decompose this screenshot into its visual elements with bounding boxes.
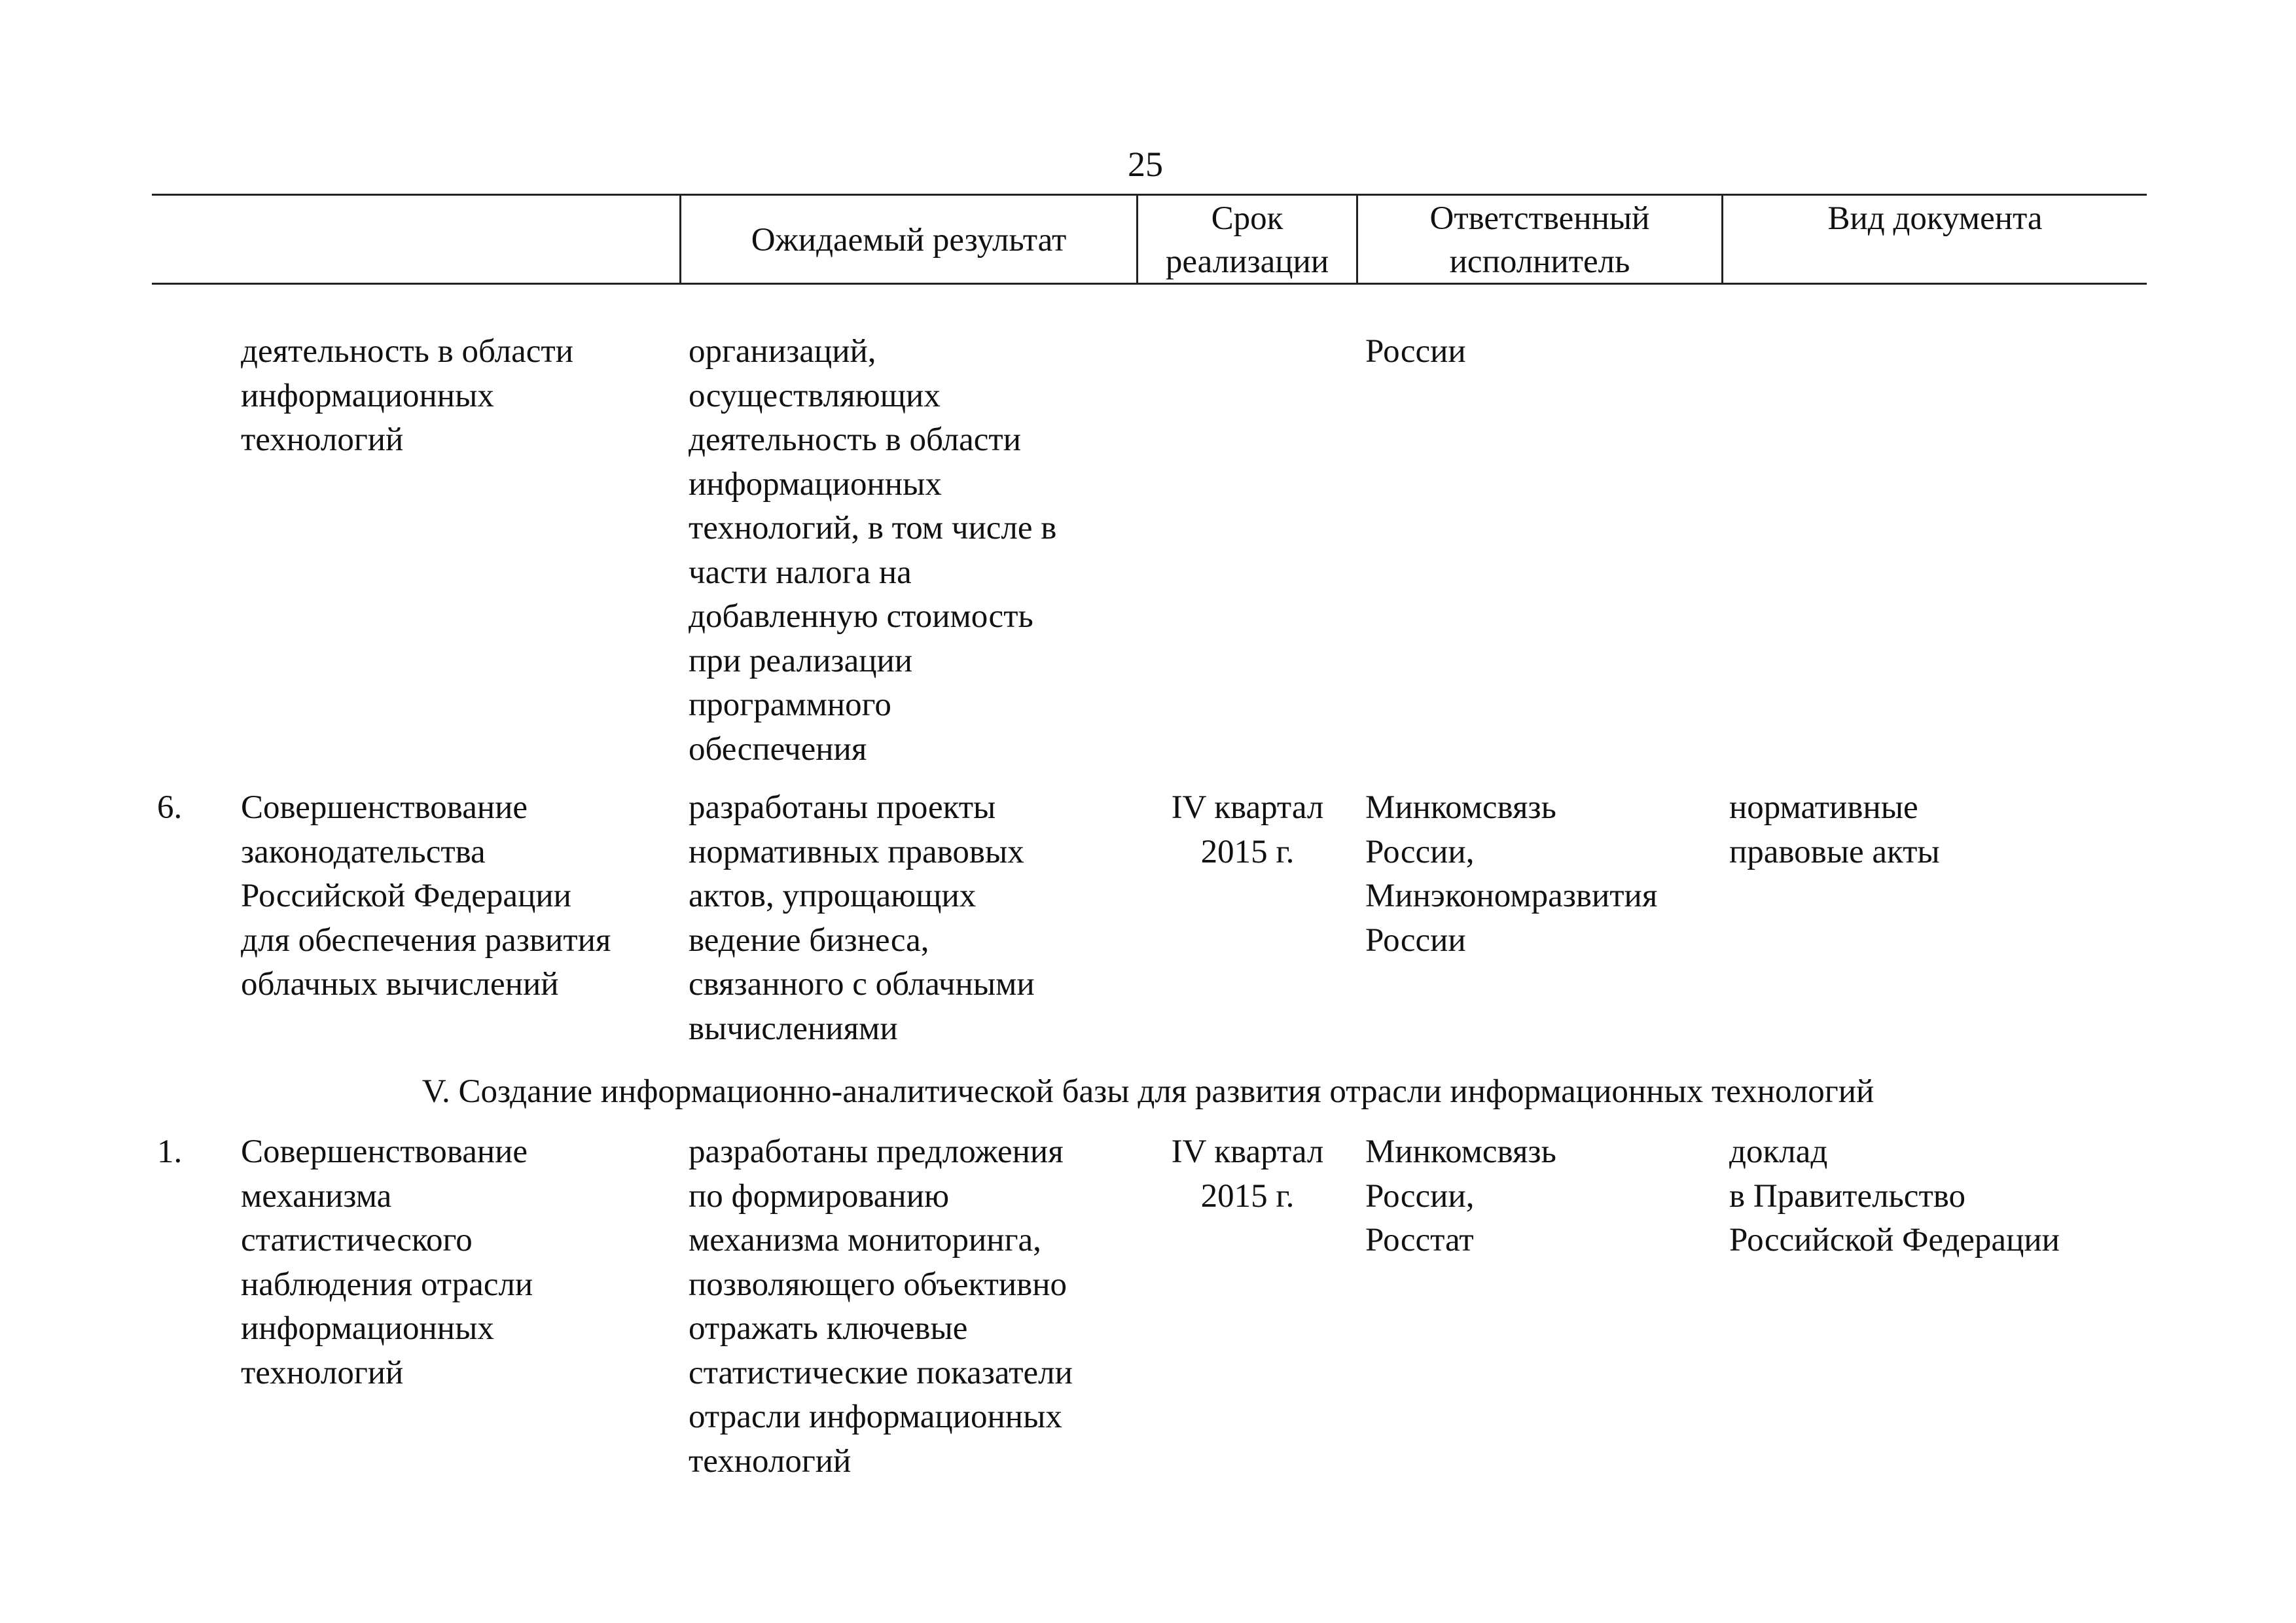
row-v1-number: 1. xyxy=(157,1133,183,1170)
row-6-number: 6. xyxy=(157,789,183,826)
row-6-responsible: Минкомсвязь России, Минэкономразвития России xyxy=(1365,789,1658,959)
section-v-title: V. Создание информационно-аналитической базы для развития отрасли информационных технологий xyxy=(422,1073,1874,1110)
row-v1-responsible: Минкомсвязь России, Росстат xyxy=(1365,1133,1556,1258)
row-v1-measure: Совершенствование механизма статистического наблюдения отрасли информационных технологий xyxy=(241,1133,533,1391)
header-result: Ожидаемый результат xyxy=(751,222,1067,259)
row-6-result: разработаны проекты нормативных правовых актов, упрощающих ведение бизнеса, связанного с облачными вычислениями xyxy=(689,789,1035,1047)
header-doc-type: Вид документа xyxy=(1827,200,2043,237)
header-responsible: Ответственный исполнитель xyxy=(1429,200,1650,280)
row-6-doc-type: нормативные правовые акты xyxy=(1729,789,1940,870)
row-v1-deadline: IV квартал 2015 г. xyxy=(1171,1133,1324,1215)
row-6-measure: Совершенствование законодательства Российской Федерации для обеспечения развития облачных вычислений xyxy=(241,789,611,1003)
header-deadline: Срок реализации xyxy=(1165,200,1329,280)
row-v1-doc-type: доклад в Правительство Российской Федерации xyxy=(1729,1133,2060,1258)
continuation-responsible: России xyxy=(1365,333,1466,370)
header-top-rule xyxy=(152,194,2147,196)
continuation-result: организаций, осуществляющих деятельность в области информационных технологий, в том числе в части налога на добавленную стоимость при реализации программного обеспечения xyxy=(689,333,1057,768)
row-v1-result: разработаны предложения по формированию механизма мониторинга, позволяющего объективно отражать ключевые статистические показатели отрасли информационных технологий xyxy=(689,1133,1073,1480)
row-6-deadline: IV квартал 2015 г. xyxy=(1171,789,1324,870)
continuation-measure: деятельность в области информационных технологий xyxy=(241,333,573,458)
page-number: 25 xyxy=(1128,145,1163,184)
